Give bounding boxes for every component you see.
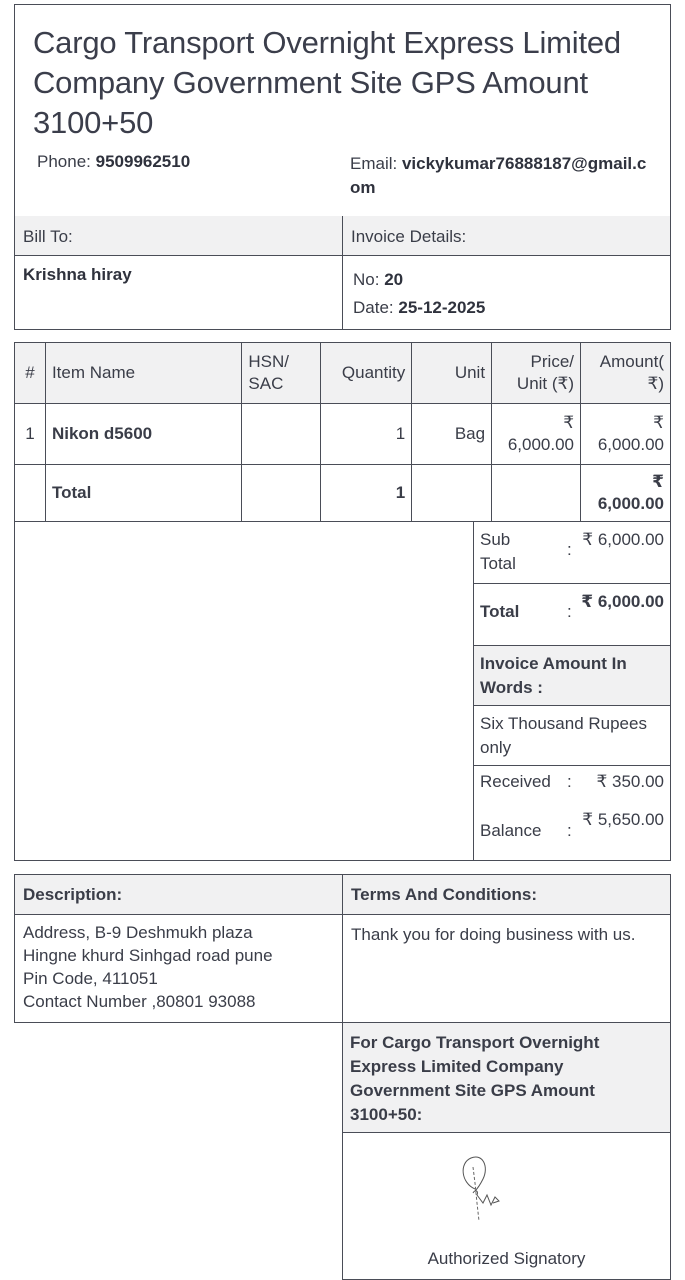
grand-total-value: ₹ 6,000.00 — [581, 592, 664, 611]
received-colon: : — [567, 772, 572, 791]
total-amount: ₹ 6,000.00 — [581, 465, 671, 523]
company-email — [350, 152, 650, 200]
total-quantity: 1 — [321, 465, 412, 523]
received-value: ₹ 350.00 — [596, 772, 664, 791]
phone-label: Phone: — [37, 152, 91, 171]
description-section — [14, 874, 344, 1023]
col-hsn: HSN/ SAC — [242, 343, 321, 404]
invoice-details-heading: Invoice Details: — [343, 216, 670, 256]
amount-in-words-heading: Invoice Amount In Words : — [474, 646, 670, 706]
row-unit: Bag — [412, 404, 492, 465]
col-unit: Unit — [412, 343, 492, 404]
email-value: vickykumar76888187@gmail.com — [350, 154, 647, 197]
company-phone — [37, 152, 190, 172]
terms-section — [342, 874, 671, 1023]
subtotal-row — [474, 522, 670, 584]
total-unit-cell — [412, 465, 492, 523]
row-amount: ₹ 6,000.00 — [581, 404, 671, 465]
col-quantity: Quantity — [321, 343, 412, 404]
payment-row — [474, 766, 670, 860]
row-item-name: Nikon d5600 — [45, 404, 241, 465]
row-quantity: 1 — [321, 404, 412, 465]
summary-section — [14, 522, 671, 861]
amount-in-words: Six Thousand Rupees only — [474, 706, 670, 766]
terms-heading: Terms And Conditions: — [343, 875, 670, 915]
invoice-number — [353, 266, 660, 294]
invoice-date — [353, 294, 660, 322]
description-heading: Description: — [15, 875, 343, 915]
description-text: Address, B-9 Deshmukh plaza Hingne khurd Sinhgad road pune Pin Code, 411051 Contact Number ,80801 93088 — [23, 923, 273, 1011]
invoice-date-label: Date: — [353, 298, 394, 317]
total-label: Total — [45, 465, 241, 523]
invoice-number-value: 20 — [384, 270, 404, 289]
signatory-heading: For Cargo Transport Overnight Express Limited Company Government Site GPS Amount 3100+50: — [343, 1023, 670, 1133]
customer-name: Krishna hiray — [23, 265, 132, 284]
table-header-row — [15, 343, 671, 404]
items-table — [14, 342, 671, 524]
total-price-cell — [492, 465, 581, 523]
bill-to-name — [15, 256, 343, 329]
subtotal-label: Sub Total — [480, 530, 516, 573]
bill-to-heading: Bill To: — [15, 216, 343, 256]
col-item-name: Item Name — [45, 343, 241, 404]
subtotal-value: ₹ 6,000.00 — [582, 530, 664, 549]
summary-column — [473, 522, 670, 860]
col-amount: Amount( ₹) — [581, 343, 671, 404]
row-hsn — [242, 404, 321, 465]
col-price: Price/ Unit (₹) — [492, 343, 581, 404]
invoice-header — [14, 4, 671, 217]
balance-label: Balance — [480, 821, 542, 840]
bill-section — [14, 216, 671, 330]
invoice-number-label: No: — [353, 270, 380, 289]
total-index-cell — [15, 465, 46, 523]
invoice-date-value: 25-12-2025 — [398, 298, 486, 317]
balance-value: ₹ 5,650.00 — [582, 810, 664, 829]
email-label: Email: — [350, 154, 398, 173]
phone-value: 9509962510 — [95, 152, 191, 171]
subtotal-colon: : — [567, 540, 572, 559]
total-hsn-cell — [242, 465, 321, 523]
table-total-row — [15, 465, 671, 523]
grand-total-label: Total — [480, 602, 520, 621]
signatory-section — [342, 1022, 671, 1280]
col-index: # — [15, 343, 46, 404]
table-row — [15, 404, 671, 465]
signature-image — [453, 1153, 523, 1233]
total-row — [474, 584, 670, 646]
received-label: Received — [480, 772, 551, 791]
authorized-signatory-label: Authorized Signatory — [427, 1249, 586, 1268]
terms-text: Thank you for doing business with us. — [351, 925, 636, 944]
row-index: 1 — [15, 404, 46, 465]
invoice-details-body — [343, 256, 670, 329]
grand-total-colon: : — [567, 602, 572, 621]
company-name: Cargo Transport Overnight Express Limited Company Government Site GPS Amount 3100+50 — [33, 25, 621, 140]
row-price: ₹ 6,000.00 — [492, 404, 581, 465]
balance-colon: : — [567, 821, 572, 840]
